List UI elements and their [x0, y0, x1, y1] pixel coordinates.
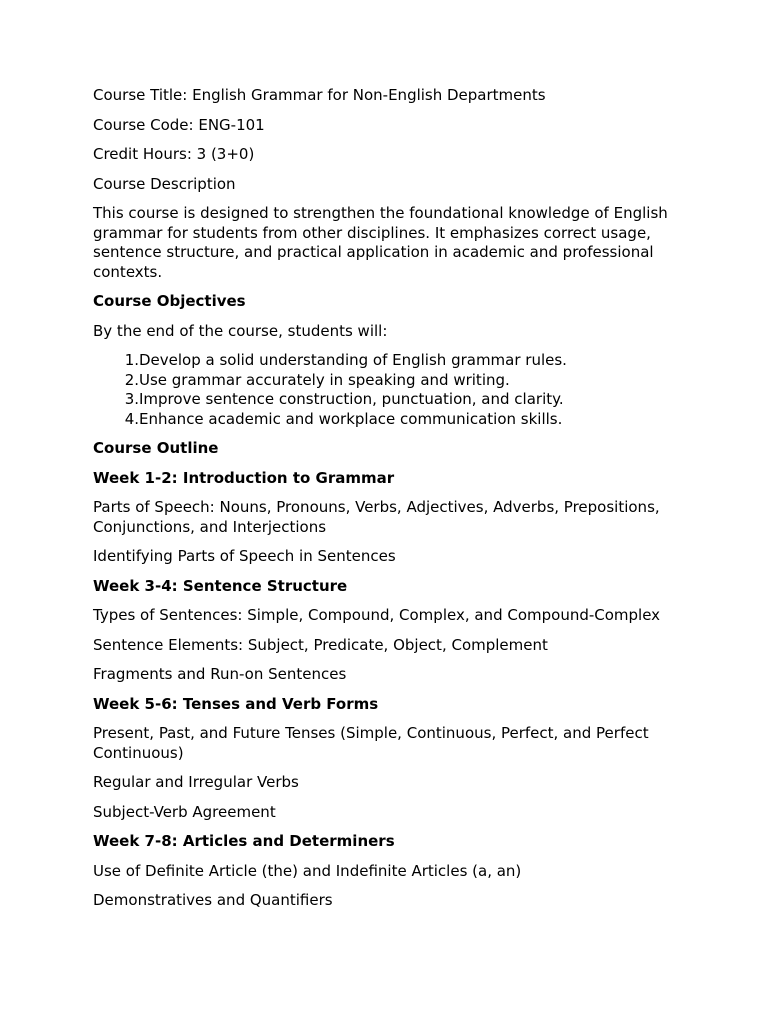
week-topic: Sentence Elements: Subject, Predicate, Object, Complement — [93, 635, 548, 654]
week-topic: Use of Definite Article (the) and Indefinite Articles (a, an) — [93, 861, 522, 880]
week-topic: Present, Past, and Future Tenses (Simple, Continuous, Perfect, and Perfect Continuous) — [93, 724, 649, 762]
list-item-text: Improve sentence construction, punctuation, and clarity. — [139, 390, 564, 408]
list-item-number: 3. — [124, 390, 139, 408]
week-heading: Week 7-8: Articles and Determiners — [93, 832, 395, 850]
list-item-number: 2. — [124, 370, 139, 389]
list-item — [93, 390, 693, 410]
week-topic: Fragments and Run-on Sentences — [93, 665, 347, 683]
credit-hours: Credit Hours: 3 (3+0) — [93, 145, 255, 163]
week-topic: Parts of Speech: Nouns, Pronouns, Verbs, Adjectives, Adverbs, Prepositions, Conjunctions, and Interjections — [93, 498, 660, 536]
list-item — [93, 351, 693, 371]
list-item-text: Enhance academic and workplace communication skills. — [139, 409, 563, 428]
week-heading: Week 1-2: Introduction to Grammar — [93, 468, 395, 487]
objectives-list — [93, 351, 693, 429]
list-item-text: Develop a solid understanding of English grammar rules. — [139, 351, 567, 369]
course-title: Course Title: English Grammar for Non-English Departments — [93, 86, 546, 104]
week-topic: Subject-Verb Agreement — [93, 802, 276, 821]
description-heading: Course Description — [93, 174, 236, 193]
list-item — [93, 410, 693, 430]
objectives-intro: By the end of the course, students will: — [93, 321, 388, 340]
outline-heading: Course Outline — [93, 439, 219, 457]
list-item — [93, 371, 693, 391]
objectives-heading: Course Objectives — [93, 292, 246, 310]
list-item-number: 1. — [124, 351, 139, 369]
list-item-number: 4. — [124, 409, 139, 428]
description-text: This course is designed to strengthen the foundational knowledge of English grammar for students from other disciplines. It emphasizes correct usage, sentence structure, and practical application in academic and professional contexts. — [93, 204, 668, 281]
week-topic: Regular and Irregular Verbs — [93, 773, 299, 791]
list-item-text: Use grammar accurately in speaking and writing. — [139, 370, 510, 389]
week-topic: Demonstratives and Quantifiers — [93, 891, 333, 909]
document-body — [93, 86, 693, 921]
week-heading: Week 5-6: Tenses and Verb Forms — [93, 694, 379, 713]
course-code: Course Code: ENG-101 — [93, 115, 265, 134]
week-topic: Types of Sentences: Simple, Compound, Complex, and Compound-Complex — [93, 606, 661, 624]
week-topic: Identifying Parts of Speech in Sentences — [93, 547, 396, 565]
week-heading: Week 3-4: Sentence Structure — [93, 576, 348, 595]
